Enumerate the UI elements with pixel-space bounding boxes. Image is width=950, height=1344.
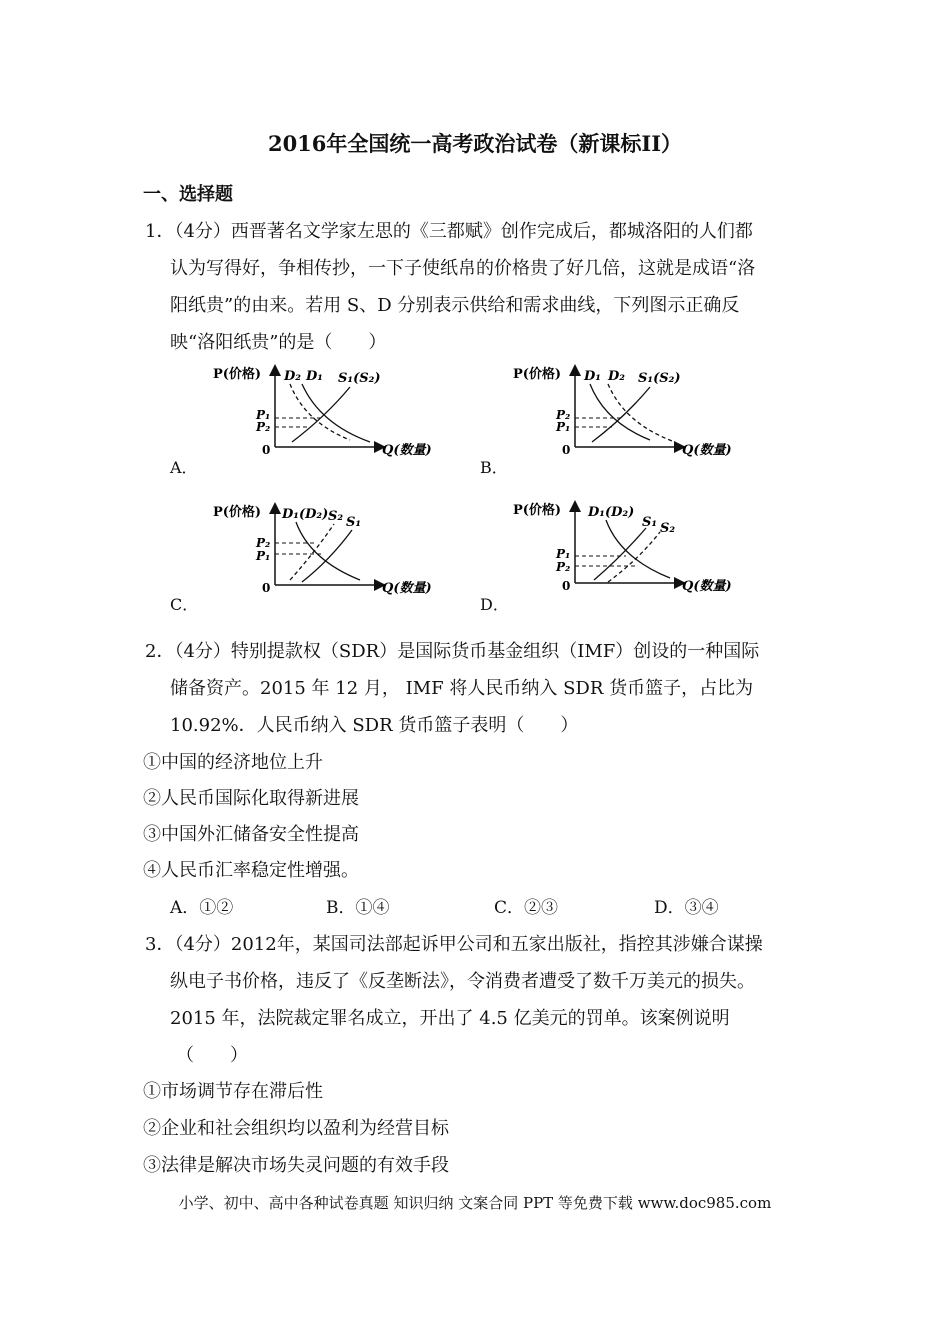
supply-curve-dashed xyxy=(290,524,334,580)
price-label-top: P₂ xyxy=(556,408,571,422)
demand-curve xyxy=(302,384,370,442)
option-a-label: A． xyxy=(170,458,198,477)
demand-curve-dashed xyxy=(608,384,675,442)
option-d-label: D． xyxy=(480,595,509,614)
q1-line-2: 认为写得好，争相传抄，一下子使纸帛的价格贵了好几倍，这就是成语“洛 xyxy=(170,258,756,279)
curve-label-1: D₁(D₂) xyxy=(588,505,635,520)
supply-curve xyxy=(592,387,650,442)
page-title: 2016年全国统一高考政治试卷（新课标II） xyxy=(267,131,683,156)
x-axis-label: Q(数量) xyxy=(682,443,732,458)
q2-answer-d: D．③④ xyxy=(654,898,719,918)
curve-label-3: S₁ xyxy=(346,515,362,530)
x-axis-label: Q(数量) xyxy=(382,581,432,596)
supply-curve xyxy=(292,387,350,442)
y-axis-label: P(价格) xyxy=(213,505,262,520)
q3-line-2: 纵电子书价格，违反了《反垄断法》，令消费者遭受了数千万美元的损失。 xyxy=(170,971,755,992)
y-axis-label: P(价格) xyxy=(513,367,562,382)
graph-b xyxy=(510,362,745,462)
price-label-bottom: P₂ xyxy=(256,420,271,434)
option-c-label: C． xyxy=(170,595,199,614)
q2-answer-c: C．②③ xyxy=(494,898,559,918)
graph-c xyxy=(210,500,440,600)
option-b-label: B． xyxy=(480,458,508,477)
footer-text: 小学、初中、高中各种试卷真题 知识归纳 文案合同 PPT 等免费下载 www.doc985.com xyxy=(178,1194,772,1212)
graph-a xyxy=(210,362,440,462)
price-label-bottom: P₁ xyxy=(256,549,271,563)
curve-label-2: S₂ xyxy=(328,509,344,524)
origin-label: 0 xyxy=(262,443,271,457)
price-label-top: P₁ xyxy=(256,408,271,422)
x-axis-label: Q(数量) xyxy=(682,579,732,594)
y-axis-label: P(价格) xyxy=(213,367,262,382)
curve-label-1: D₂ xyxy=(284,369,301,384)
curve-label-1: D₁ xyxy=(584,369,601,384)
price-label-bottom: P₁ xyxy=(556,420,571,434)
origin-label: 0 xyxy=(562,579,571,593)
y-axis-label: P(价格) xyxy=(513,503,562,518)
q2-line-1: 2．（4分）特别提款权（SDR）是国际货币基金组织（IMF）创设的一种国际 xyxy=(145,641,760,662)
q2-line-3: 10.92%．人民币纳入 SDR 货币篮子表明（ ） xyxy=(170,715,579,736)
demand-curve xyxy=(296,522,360,580)
q2-answer-a: A．①② xyxy=(170,898,234,918)
q2-item-2: ②人民币国际化取得新进展 xyxy=(143,788,359,809)
curve-label-3: S₁(S₂) xyxy=(338,371,381,386)
q2-answer-b: B．①④ xyxy=(326,898,390,918)
origin-label: 0 xyxy=(262,581,271,595)
curve-label-2: D₁ xyxy=(306,369,323,384)
curve-label-2: D₂ xyxy=(608,369,625,384)
graph-d xyxy=(510,498,745,598)
curve-label-1: D₁(D₂) xyxy=(282,507,329,522)
q3-line-4: （ ） xyxy=(176,1045,248,1066)
price-label-top: P₁ xyxy=(556,547,571,561)
q3-item-1: ①市场调节存在滞后性 xyxy=(143,1081,323,1102)
curve-label-2: S₁ xyxy=(642,515,658,530)
q3-line-3: 2015 年，法院裁定罪名成立，开出了 4.5 亿美元的罚单。该案例说明 xyxy=(170,1008,730,1029)
demand-curve xyxy=(590,384,650,440)
demand-curve-dashed xyxy=(290,384,350,440)
q1-line-4: 映“洛阳纸贵”的是（ ） xyxy=(170,332,387,353)
q1-line-1: 1．（4分）西晋著名文学家左思的《三都赋》创作完成后，都城洛阳的人们都 xyxy=(145,221,753,242)
price-label-top: P₂ xyxy=(256,536,271,550)
price-label-bottom: P₂ xyxy=(556,560,571,574)
q3-item-3: ③法律是解决市场失灵问题的有效手段 xyxy=(143,1155,449,1176)
x-axis-label: Q(数量) xyxy=(382,443,432,458)
q2-item-1: ①中国的经济地位上升 xyxy=(143,752,323,773)
q3-item-2: ②企业和社会组织均以盈利为经营目标 xyxy=(143,1118,449,1139)
q2-item-4: ④人民币汇率稳定性增强。 xyxy=(143,860,359,881)
q2-line-2: 储备资产。2015 年 12 月， IMF 将人民币纳入 SDR 货币篮子，占比为 xyxy=(170,678,754,699)
curve-label-3: S₁(S₂) xyxy=(638,371,681,386)
origin-label: 0 xyxy=(562,443,571,457)
q3-line-1: 3．（4分）2012年，某国司法部起诉甲公司和五家出版社，指控其涉嫌合谋操 xyxy=(145,934,763,955)
curve-label-3: S₂ xyxy=(660,521,676,536)
q2-item-3: ③中国外汇储备安全性提高 xyxy=(143,824,359,845)
section-heading: 一、选择题 xyxy=(143,184,233,205)
q1-line-3: 阳纸贵”的由来。若用 S、D 分别表示供给和需求曲线，下列图示正确反 xyxy=(170,295,740,316)
